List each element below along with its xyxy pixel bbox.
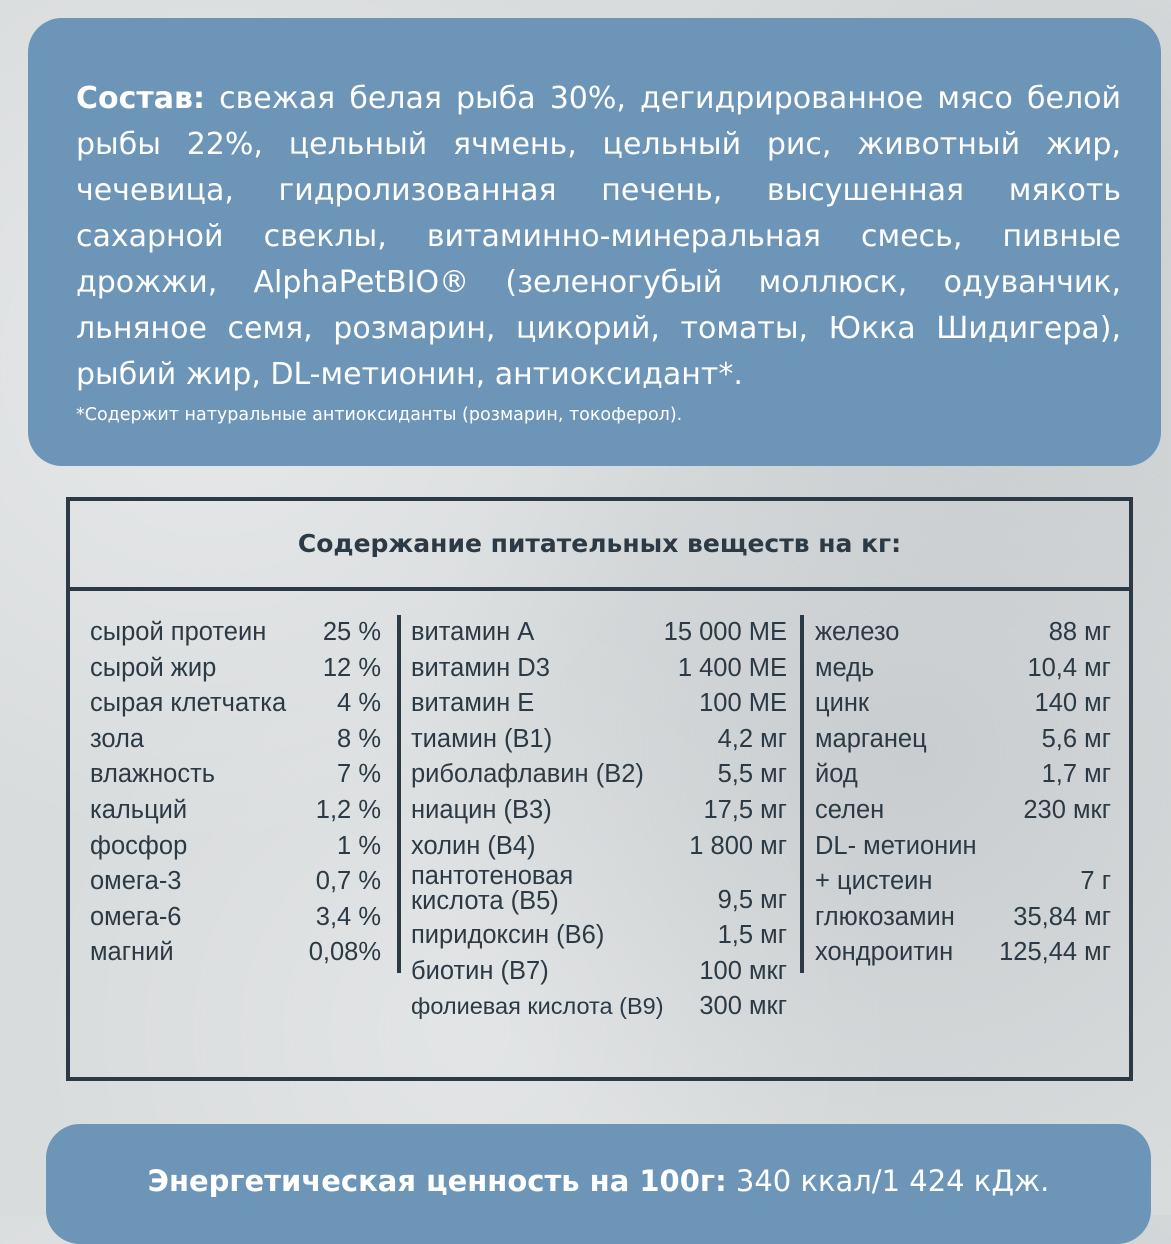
nutrient-value: 4 % xyxy=(337,689,381,718)
table-row xyxy=(815,651,1111,687)
nutrient-value: 125,44 мг xyxy=(999,938,1111,967)
nutrient-value: 25 % xyxy=(322,618,381,646)
nutrient-value: 1 % xyxy=(337,831,381,860)
table-row xyxy=(90,935,381,971)
nutrient-value: 5,5 мг xyxy=(717,760,787,789)
table-row xyxy=(815,793,1111,829)
table-row xyxy=(90,722,381,758)
nutrient-value: 15 000 МЕ xyxy=(663,618,787,646)
table-row xyxy=(411,954,787,990)
composition-footnote: *Содержит натуральные антиоксиданты (розмарин, токоферол). xyxy=(76,405,683,425)
nutrient-name: витамин А xyxy=(411,618,535,646)
nutrient-name: пиридоксин (В6) xyxy=(411,921,605,950)
table-row xyxy=(411,615,787,651)
table-row xyxy=(411,864,787,918)
composition-label: Состав: xyxy=(76,81,206,116)
composition-ingredients: свежая белая рыба 30%, дегидрированное мясо белой рыбы 22%, цельный ячмень, цельный рис, животный жир, чечевица, гидролизованная печень, высушенная мякоть сахарной свеклы, витаминно-минеральная смесь, пивные дрожжи, AlphaPetBIO® (зеленогубый моллюск, одуванчик, льняное семя, розмарин, цикорий, томаты, Юкка Шидигера), рыбий жир, DL-метионин, антиоксидант*. xyxy=(76,81,1121,392)
nutrient-value: 5,6 мг xyxy=(1041,724,1111,753)
nutrient-name: холин (В4) xyxy=(411,831,536,860)
nutrient-value: 1 400 МЕ xyxy=(677,653,787,682)
nutrient-name: медь xyxy=(815,653,875,682)
table-row xyxy=(90,900,381,936)
nutrient-name: фолиевая кислота (В9) xyxy=(411,993,664,1020)
nutrient-name: глюкозамин xyxy=(815,902,955,931)
nutrient-name: влажность xyxy=(90,760,216,789)
nutrients-column-vitamins xyxy=(411,615,787,1025)
nutrient-name: рибoлафлавин (В2) xyxy=(411,760,644,789)
nutrient-value: 140 мг xyxy=(1034,689,1111,718)
nutrient-name: тиамин (В1) xyxy=(411,724,553,753)
nutrient-value: 17,5 мг xyxy=(703,795,787,824)
nutrients-title: Содержание питательных веществ на кг: xyxy=(297,529,902,558)
nutrient-name: сырой протеин xyxy=(90,618,267,646)
nutrient-name: биотин (В7) xyxy=(411,956,549,985)
nutrient-value: 3,4 % xyxy=(315,902,381,931)
nutrient-name: цинк xyxy=(815,689,870,718)
nutrient-name: селен xyxy=(815,795,885,824)
table-row xyxy=(90,686,381,722)
table-row xyxy=(90,651,381,687)
nutrient-name: йод xyxy=(815,760,858,789)
table-row xyxy=(815,900,1111,936)
nutrient-name: витамин D3 xyxy=(411,653,550,682)
nutrient-name: омега-6 xyxy=(90,902,182,931)
nutrient-value: 4,2 мг xyxy=(717,724,787,753)
nutrient-name: пантотеновая кислота (В5) xyxy=(411,862,574,916)
nutrient-name: хондроитин xyxy=(815,938,954,967)
nutrient-value: 0,08% xyxy=(308,938,381,967)
nutrient-name: кальций xyxy=(90,795,188,824)
column-divider xyxy=(397,615,401,973)
nutrient-value: 12 % xyxy=(322,653,381,682)
nutrient-value: 7 % xyxy=(337,760,381,789)
nutrient-value: 100 МЕ xyxy=(699,689,787,718)
nutrient-name: витамин Е xyxy=(411,689,535,718)
table-row xyxy=(815,686,1111,722)
table-row xyxy=(411,793,787,829)
table-row xyxy=(815,829,1111,865)
table-row xyxy=(411,757,787,793)
table-row xyxy=(815,864,1111,900)
table-row xyxy=(815,615,1111,651)
nutrients-column-basic xyxy=(90,615,381,971)
nutrient-value: 9,5 мг xyxy=(717,886,787,915)
composition-text xyxy=(76,76,1121,398)
nutrient-value: 7 г xyxy=(1080,867,1111,896)
composition-panel xyxy=(28,18,1161,466)
nutrient-value: 1 800 мг xyxy=(689,831,787,860)
table-row xyxy=(90,793,381,829)
nutrient-value: 10,4 мг xyxy=(1027,653,1111,682)
table-row xyxy=(815,935,1111,971)
table-row xyxy=(90,757,381,793)
nutrient-name: сырая клетчатка xyxy=(90,689,287,718)
table-row xyxy=(411,722,787,758)
nutrient-name: железо xyxy=(815,618,900,646)
nutrient-name: сырой жир xyxy=(90,653,217,682)
nutrient-value: 88 мг xyxy=(1048,618,1111,646)
nutrient-name: магний xyxy=(90,938,174,967)
table-row xyxy=(815,757,1111,793)
table-row xyxy=(90,615,381,651)
nutrient-name: DL- метионин xyxy=(815,831,977,860)
table-row xyxy=(90,829,381,865)
table-row xyxy=(411,918,787,954)
energy-value: 340 ккал/1 424 кДж. xyxy=(726,1164,1050,1198)
table-row xyxy=(411,686,787,722)
table-row xyxy=(815,722,1111,758)
energy-label: Энергетическая ценность на 100г: xyxy=(147,1164,727,1198)
column-divider xyxy=(800,615,804,973)
nutrient-value: 0,7 % xyxy=(315,867,381,896)
table-row xyxy=(411,989,787,1025)
nutrient-name: омега-3 xyxy=(90,867,182,896)
nutrient-value: 35,84 мг xyxy=(1013,902,1111,931)
nutrients-table xyxy=(66,497,1133,1081)
title-divider xyxy=(70,587,1129,591)
nutrient-value: 100 мкг xyxy=(699,956,787,985)
table-row xyxy=(411,829,787,865)
nutrient-value: 1,5 мг xyxy=(717,921,787,950)
nutrient-name: + цистеин xyxy=(815,867,933,896)
table-row xyxy=(411,651,787,687)
nutrient-name: фосфор xyxy=(90,831,188,860)
energy-panel xyxy=(46,1124,1151,1244)
nutrient-value: 8 % xyxy=(337,724,381,753)
nutrient-name: ниацин (В3) xyxy=(411,795,552,824)
nutrient-name: зола xyxy=(90,724,145,753)
nutrient-value: 1,2 % xyxy=(315,795,381,824)
table-row xyxy=(90,864,381,900)
nutrient-value: 1,7 мг xyxy=(1041,760,1111,789)
nutrient-value: 300 мкг xyxy=(699,992,787,1021)
nutrients-column-minerals xyxy=(815,615,1111,971)
nutrient-value: 230 мкг xyxy=(1023,795,1111,824)
nutrient-name: марганец xyxy=(815,724,927,753)
